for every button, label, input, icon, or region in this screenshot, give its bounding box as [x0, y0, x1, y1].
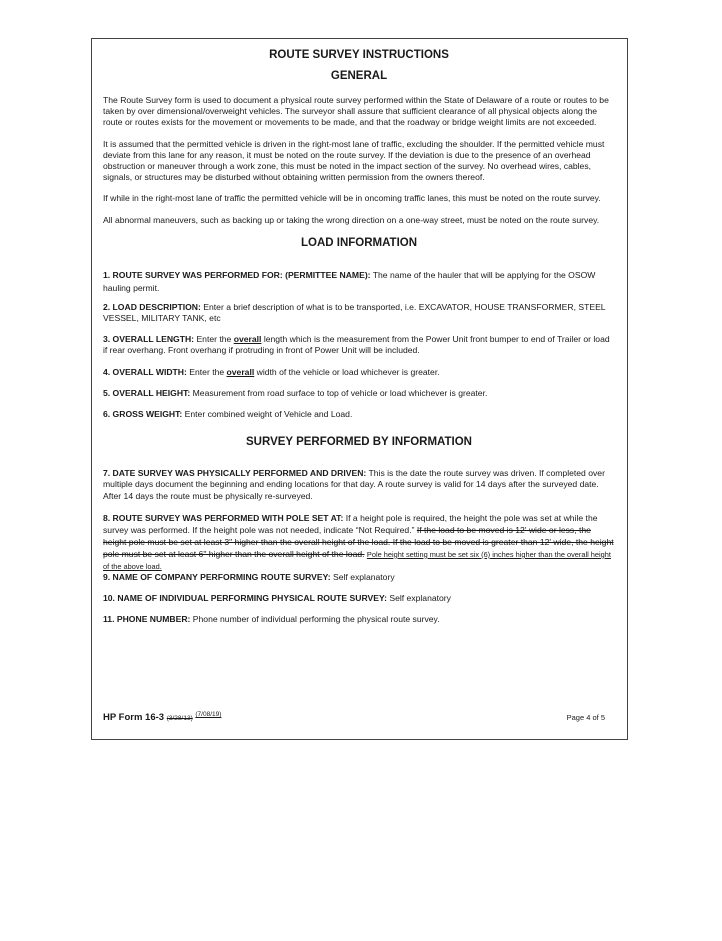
item-5-label: 5. OVERALL HEIGHT: [103, 387, 191, 398]
form-old-date: (3/28/13) [166, 715, 193, 722]
item-5 [103, 388, 615, 399]
item-3 [103, 334, 615, 356]
item-6 [103, 409, 615, 420]
item-8-deleted-text: If the load to be moved is 12' wide or less, the height pole must be set at least 3" higher than the overall height of the load. If the load to be moved is greater than 12' wide, the height pole must be set at least 6" higher than the overall height of the load. [103, 524, 614, 559]
item-2-label: 2. LOAD DESCRIPTION: [103, 301, 201, 312]
item-8-text: If a height pole is required, the height the pole was set at while the survey was performed. If the height pole was not needed, indicate “Not Required.” [103, 512, 598, 535]
item-3-emphasis: overall [233, 334, 262, 345]
page-number: Page 4 of 5 [566, 713, 605, 722]
item-4-text-pre: Enter the [189, 366, 225, 377]
item-1-text: The name of the hauler that will be applying for the OSOW hauling permit. [103, 269, 596, 293]
general-paragraph-2: It is assumed that the permitted vehicle is driven in the right-most lane of traffic, excluding the shoulder. If the permitted vehicle must deviate from this lane for any reason, it must be noted on the route survey. If the deviation is due to the presence of an overhead obstruction or maneuver through a work zone, this must be noted in the impact section of the survey. No overhead wires, cables, signals, or structures may be disturbed without obtaining written permission from the owners thereof. [103, 138, 605, 183]
item-4-text-post: width of the vehicle or load whichever is greater. [256, 366, 440, 377]
section-heading-general: GENERAL [330, 70, 388, 82]
item-3-text-pre: Enter the [196, 334, 232, 345]
item-4-label: 4. OVERALL WIDTH: [103, 366, 187, 377]
item-2 [103, 302, 615, 324]
item-8-revision-text: Pole height setting must be set six (6) inches higher than the overall height of the above load. [103, 549, 611, 571]
item-9-text: Self explanatory [333, 571, 395, 582]
form-number-label: HP Form 16-3 [103, 712, 165, 723]
item-1-label: 1. ROUTE SURVEY WAS PERFORMED FOR: (PERMITTEE NAME): [103, 269, 371, 280]
item-3-text-post: length which is the measurement from the Power Unit front bumper to end of Trailer or load if rear overhang. Front overhang if protruding in front of Power Unit will be included. [103, 334, 610, 356]
item-10-label: 10. NAME OF INDIVIDUAL PERFORMING PHYSICAL ROUTE SURVEY: [103, 593, 387, 604]
item-6-label: 6. GROSS WEIGHT: [103, 409, 183, 420]
item-11-label: 11. PHONE NUMBER: [103, 614, 191, 625]
page-footer [103, 711, 603, 725]
item-3-label: 3. OVERALL LENGTH: [103, 334, 195, 345]
section-heading-survey: SURVEY PERFORMED BY INFORMATION [246, 436, 472, 449]
item-5-text: Measurement from road surface to top of vehicle or load whichever is greater. [192, 387, 488, 398]
item-7-text: This is the date the route survey was driven. If completed over multiple days document the beginning and ending locations for that day. A route survey is valid for 14 days after the surveyed date. After 14 days the route must be physically re-surveyed. [103, 468, 605, 501]
general-paragraph-1: The Route Survey form is used to document a physical route survey performed within the State of Delaware of a route or routes to be taken by over dimensional/overweight vehicles. The surveyor shall assure that sufficient clearance of all physical objects along the route or routes exists for the movement or movements to be made, and that the roadway or bridge weight limits are not exceeded. [103, 95, 609, 128]
document-title: ROUTE SURVEY INSTRUCTIONS [269, 49, 449, 61]
item-9-label: 9. NAME OF COMPANY PERFORMING ROUTE SURVEY: [103, 571, 331, 582]
item-7-label: 7. DATE SURVEY WAS PHYSICALLY PERFORMED AND DRIVEN: [103, 468, 367, 479]
item-1 [103, 269, 615, 295]
form-new-date: (7/08/19) [195, 711, 222, 718]
item-11-text: Phone number of individual performing the physical route survey. [192, 614, 440, 625]
item-9 [103, 572, 615, 583]
item-10 [103, 593, 615, 604]
general-paragraph-4: All abnormal maneuvers, such as backing up or taking the wrong direction on a one-way street, must be noted on the route survey. [103, 214, 600, 225]
document-body [103, 48, 615, 625]
item-6-text: Enter combined weight of Vehicle and Load. [184, 409, 353, 420]
item-7 [103, 468, 615, 502]
general-paragraph-3: If while in the right-most lane of traffic the permitted vehicle will be in oncoming traffic lanes, this must be noted on the route survey. [103, 193, 601, 204]
item-8-label: 8. ROUTE SURVEY WAS PERFORMED WITH POLE SET AT: [103, 512, 344, 523]
item-10-text: Self explanatory [389, 593, 451, 604]
form-number [103, 711, 221, 723]
section-heading-load: LOAD INFORMATION [300, 236, 418, 249]
item-11 [103, 614, 615, 625]
item-8 [103, 512, 615, 572]
item-4-emphasis: overall [226, 366, 255, 377]
item-2-text: Enter a brief description of what is to be transported, i.e. EXCAVATOR, HOUSE TRANSFORMER, STEEL VESSEL, MILITARY TANK, etc [103, 301, 606, 324]
item-4 [103, 367, 615, 378]
